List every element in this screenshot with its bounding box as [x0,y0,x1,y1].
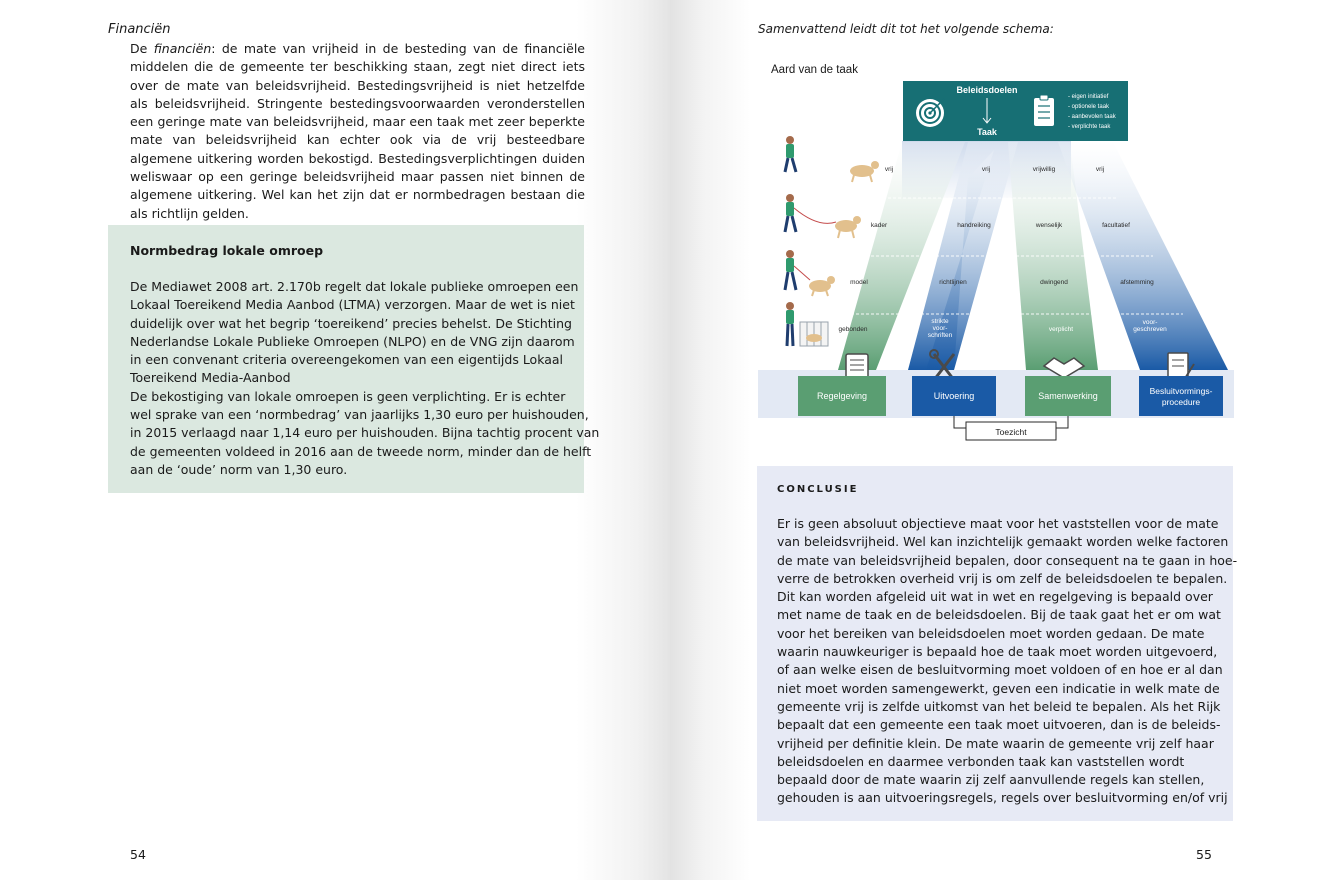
beleidsdoelen-title: Beleidsdoelen [956,85,1018,95]
besluitvorming-label: Besluitvormings- [1149,386,1213,396]
conclusie-line: gemeente vrij is zelfde uitkomst van het beleid te bepalen. Als het Rijk [777,698,1221,714]
right-page [670,0,1340,880]
label-r4-c3: verplicht [1048,326,1074,333]
legend-item: - verplichte taak [1068,124,1111,130]
conclusie-line: bepaald door de mate waarin zij zelf aanvullende regels kan stellen, [777,772,1205,788]
label-r3-c2: richtlijnen [939,279,967,286]
label-r4-c1: gebonden [838,326,868,333]
conclusie-line: beleidsdoelen en daarmee verbonden taak kan vaststellen wordt [777,753,1185,769]
beleidsvrijheid-diagram [758,58,1234,448]
conclusie-line: van beleidsvrijheid. Wel kan inzichtelijk gemaakt worden welke factoren [777,534,1229,550]
label-r1-c4: vrij [1095,166,1105,173]
conclusie-line: voor het bereiken van beleidsdoelen moet worden gedaan. De mate [777,625,1205,641]
box-line: duidelijk over wat het begrip ‘toereikend’ precies behelst. De Stichting [130,315,572,331]
label-r4-c4a: voor- [1142,319,1158,326]
conclusie-line: waarin nauwkeuriger is bepaald hoe de taak moet worden uitgevoerd, [777,644,1218,660]
book-icon [846,354,868,378]
conclusie-line: gehouden is aan uitvoeringsregels, regels over besluitvorming en/of vrij [777,790,1228,806]
box-line: aan de ‘oude’ norm van 1,30 euro. [130,461,348,477]
checklist-icon [1034,95,1054,126]
legend-item: - optionele taak [1068,104,1110,110]
page-number-left: 54 [130,847,146,862]
conclusie-line: bepaalt dat een gemeente een taak moet uitvoeren, dan is de beleids- [777,717,1221,733]
label-r2-c4: facultatief [1102,222,1130,229]
person-walking-dog-long-leash-icon [785,194,861,238]
uitvoering-label: Uitvoering [933,391,975,401]
label-r2-c1: kader [870,222,888,229]
conclusie-line: de mate van beleidsvrijheid bepalen, door consequent na te gaan in hoe- [777,552,1238,568]
legend-item: - aanbevolen taak [1068,114,1116,120]
box-line: in 2015 verlaagd naar 1,14 euro per huishouden. Bijna tachtig procent van [130,425,600,441]
label-r4-c2a: strikte [931,318,949,325]
taak-label: Taak [977,127,997,137]
conclusie-line: Er is geen absoluut objectieve maat voor het vaststellen voor de mate [777,516,1219,531]
conclusie-line: niet moet worden samengewerkt, geven een indicatie in welk mate de [777,680,1220,696]
besluitvorming-label-2: procedure [1161,397,1201,407]
label-r3-c1: model [850,279,868,286]
box-line: de gemeenten voldeed in 2016 aan de tweede norm, minder dan de helft [130,443,592,459]
box-line: wel sprake van een ‘normbedrag’ van jaarlijks 1,30 euro per huishouden, [130,407,589,423]
para-rest: : de mate van vrijheid in de besteding van de financiële middelen die de gemeente ter beschikking staan, zegt niet direct iets over de mate van beleidsvrijheid. Bestedingsvrijheid is niet hetzelfde als beleidsvrijheid. Stringente bestedingsvoorwaarden veronderstellen een geringe mate van beleidsvrijheid, maar een taak met zeer beperkte mate van beleidsvrijheid kan echter ook via de vrij besteedbare algemene uitkering worden bekostigd. Bestedingsverplichtingen duiden weliswaar op een geringe beleidsvrijheid maar passen niet binnen de algemene uitkering. Wel kan het zijn dat er normbedragen bestaan die als richtlijn gelden. [130,41,585,221]
label-r1-c2: vrij [981,166,991,173]
label-r3-c3: dwingend [1040,279,1068,286]
label-r2-c3: wenselijk [1035,222,1063,229]
normbedrag-box [108,225,600,493]
label-r4-c4b: geschreven [1133,326,1167,333]
conclusie-line: met name de taak en de beleidsdoelen. Bij de taak gaat het er om wat [777,607,1221,623]
toezicht-label: Toezicht [995,427,1027,437]
conclusie-title: CONCLUSIE [777,484,859,495]
page-number-right: 55 [1196,847,1212,862]
label-r4-c2b: voor- [932,325,948,332]
box-line: De bekostiging van lokale omroepen is geen verplichting. Er is echter [130,388,566,404]
label-r4-c2c: schriften [927,332,953,339]
person-with-dog-in-crate-icon [786,302,828,346]
label-r2-c2: handreiking [957,222,991,229]
samenwerking-label: Samenwerking [1038,391,1098,401]
label-r1-c1: vrij [884,166,894,173]
para-start: De [130,41,154,56]
box-line: Toereikend Media-Aanbod [130,370,291,386]
schema-title: Samenvattend leidt dit tot het volgende schema: [758,22,1054,36]
conclusie-line: of aan welke eisen de besluitvorming moet voldoen of en hoe er al dan [777,662,1223,678]
box-line: Lokaal Toereikend Media Aanbod (LTMA) verzorgen. Maar de wet is niet [130,297,575,313]
conclusie-line: vrijheid per definitie klein. De mate waarin de gemeente vrij zelf haar [777,735,1214,751]
section-title: Financiën [108,22,171,37]
financien-paragraph [130,40,585,223]
target-icon [916,99,944,127]
axis-label: Aard van de taak [771,64,858,76]
person-walking-dog-short-leash-icon [785,250,835,296]
label-r3-c4: afstemming [1120,279,1154,286]
para-emphasis: financiën [153,41,212,56]
legend-item: - eigen initiatief [1068,94,1109,100]
label-r1-c3: vrijwillig [1032,166,1056,173]
conclusie-line: Dit kan worden afgeleid uit wat in wet en regelgeving is bepaald over [777,589,1213,605]
regelgeving-label: Regelgeving [816,391,868,401]
box-line: De Mediawet 2008 art. 2.170b regelt dat lokale publieke omroepen een [130,279,579,294]
conclusie-box [757,466,1238,821]
box-line: Nederlandse Lokale Publieke Omroepen (NLPO) en de VNG zijn daarom [130,333,575,349]
box-title: Normbedrag lokale omroep [130,243,324,258]
person-walking-free-dog-icon [785,136,879,182]
besluitvorming-box [1139,376,1223,416]
conclusie-line: verre de betrokken overheid vrij is om zelf de beleidsdoelen te bepalen. [777,570,1228,586]
box-line: in een convenant criteria overeengekomen van een eigentijds Lokaal [130,352,564,368]
